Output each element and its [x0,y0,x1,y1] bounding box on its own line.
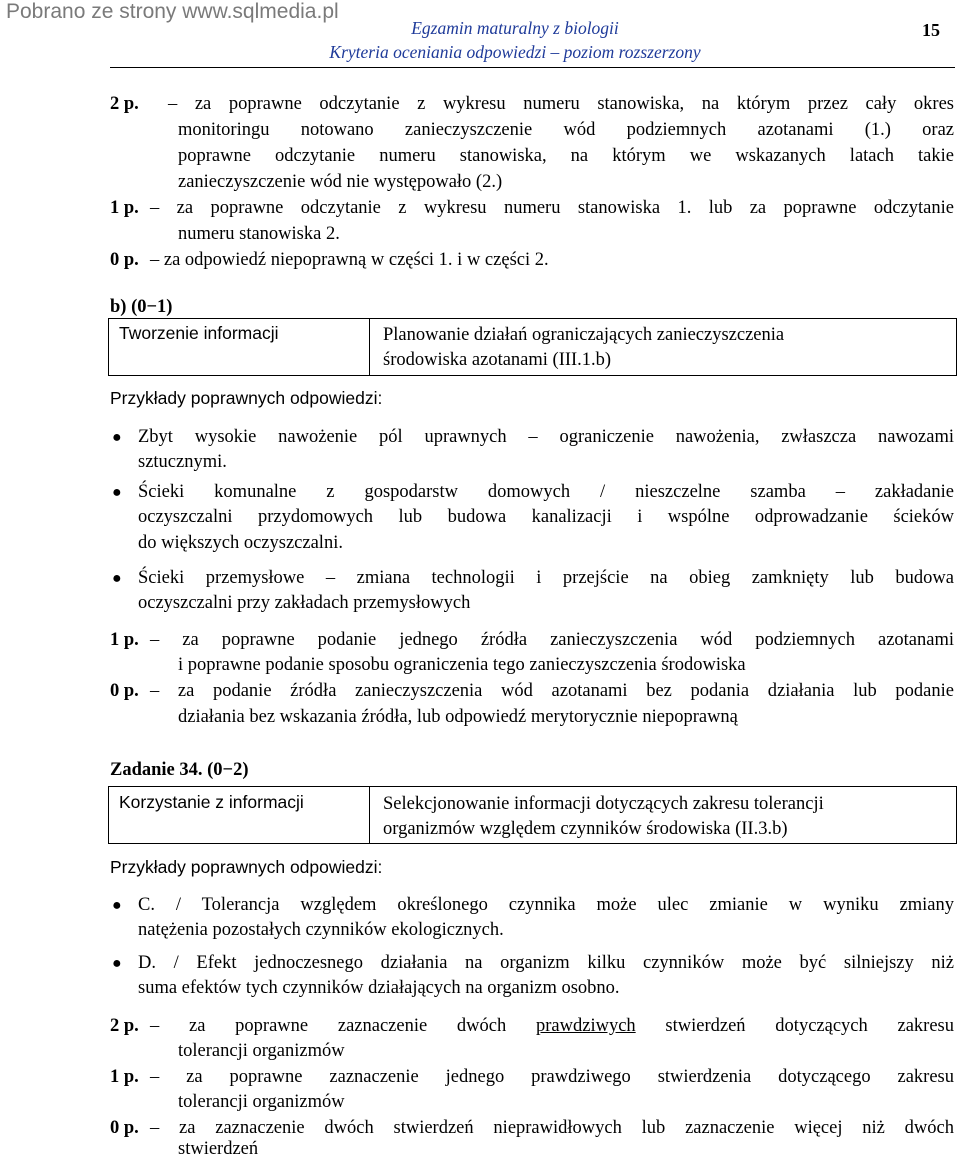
part-b-score-0p-line1: – za podanie źródła zanieczyszczenia wód azotanami bez podania działania lub podanie [150,681,954,701]
task-34-requirements-box [108,786,957,844]
part-b-score-1p-line2: i poprawne podanie sposobu ograniczenia tego zanieczyszczenia środowiska [178,655,746,675]
score-1p-label: 1 p. [110,198,139,218]
part-b-title: b) (0−1) [110,297,173,317]
example-3-line1: Ścieki przemysłowe – zmiana technologii i przejście na obieg zamknięty lub budowa [138,568,954,588]
task-34-example-1-line2: natężenia pozostałych czynników ekologicznych. [138,920,504,940]
task-34-score-1p-line2: tolerancji organizmów [178,1092,345,1112]
bullet-icon: ● [112,429,122,446]
part-b-score-1p-line1: – za poprawne podanie jednego źródła zanieczyszczenia wód podziemnych azotanami [150,630,954,650]
requirement-line2: organizmów względem czynników środowiska (II.3.b) [383,819,788,839]
header-rule [110,67,955,68]
task-34-score-2p-line1 [150,1013,954,1039]
task-34-score-1p-label: 1 p. [110,1067,139,1087]
task-34-example-1-line1: C. / Tolerancja względem określonego czynnika może ulec zmianie w wyniku zmiany [138,895,954,915]
part-b-requirements-box [108,318,957,376]
requirement-line1: Selekcjonowanie informacji dotyczących zakresu tolerancji [383,794,824,814]
score-0p-label: 0 p. [110,250,139,270]
score-2p-line4: zanieczyszczenie wód nie występowało (2.) [178,172,503,192]
requirement-line1: Planowanie działań ograniczających zanieczyszczenia [383,325,785,345]
score-1p-line1: – za poprawne odczytanie z wykresu numeru stanowiska 1. lub za poprawne odczytanie [150,198,954,218]
part-b-score-0p-line2: działania bez wskazania źródła, lub odpowiedź merytorycznie niepoprawną [178,707,738,727]
skill-category: Tworzenie informacji [119,323,279,343]
skill-category: Korzystanie z informacji [119,792,304,812]
task-34-example-2-line2: suma efektów tych czynników działających na organizm osobno. [138,978,620,998]
bullet-icon: ● [112,955,122,972]
part-b-score-0p-label: 0 p. [110,681,139,701]
score-2p-label: 2 p. [110,94,139,114]
score-2p-underlined-word: prawdziwych [536,1016,636,1036]
score-1p-line2: numeru stanowiska 2. [178,224,340,244]
box-divider [369,319,370,375]
task-34-score-0p-line2: stwierdzeń [178,1139,259,1159]
bullet-icon: ● [112,897,122,914]
task-34-score-2p-line2: tolerancji organizmów [178,1041,345,1061]
bullet-icon: ● [112,484,122,501]
header-subtitle: Kryteria oceniania odpowiedzi – poziom rozszerzony [329,42,701,62]
task-34-title: Zadanie 34. (0−2) [110,760,249,780]
score-2p-line1: – za poprawne odczytanie z wykresu numeru stanowiska, na którym przez cały okres [168,94,954,114]
watermark: Pobrano ze strony www.sqlmedia.pl [6,0,339,23]
part-b-score-1p-label: 1 p. [110,630,139,650]
header-exam-title: Egzamin maturalny z biologii [411,18,619,38]
bullet-icon: ● [112,570,122,587]
example-3-line2: oczyszczalni przy zakładach przemysłowych [138,593,471,613]
example-2-line3: do większych oczyszczalni. [138,533,343,553]
task-34-score-0p-label: 0 p. [110,1118,139,1138]
score-2p-line3: poprawne odczytanie numeru stanowiska, na którym we wskazanych latach takie [178,146,954,166]
task-34-score-1p-line1: – za poprawne zaznaczenie jednego prawdziwego stwierdzenia dotyczącego zakresu [150,1067,954,1087]
task-34-score-0p-line1: – za zaznaczenie dwóch stwierdzeń nieprawidłowych lub zaznaczenie więcej niż dwóch [150,1118,954,1138]
example-1-line1: Zbyt wysokie nawożenie pól uprawnych – ograniczenie nawożenia, zwłaszcza nawozami [138,427,954,447]
example-2-line1: Ścieki komunalne z gospodarstw domowych / nieszczelne szamba – zakładanie [138,482,954,502]
requirement-line2: środowiska azotanami (III.1.b) [383,350,612,370]
page-number: 15 [922,20,940,40]
example-2-line2: oczyszczalni przydomowych lub budowa kanalizacji i wspólne odprowadzanie ścieków [138,507,954,527]
task-34-score-2p-label: 2 p. [110,1016,139,1036]
score-2p-line2: monitoringu notowano zanieczyszczenie wód podziemnych azotanami (1.) oraz [178,120,954,140]
task-34-example-2-line1: D. / Efekt jednoczesnego działania na organizm kilku czynników może być silniejszy niż [138,953,954,973]
examples-label: Przykłady poprawnych odpowiedzi: [110,857,383,877]
examples-label: Przykłady poprawnych odpowiedzi: [110,388,383,408]
score-0p-text: – za odpowiedź niepoprawną w części 1. i w części 2. [150,250,549,270]
box-divider [369,787,370,843]
example-1-line2: sztucznymi. [138,452,227,472]
score-2p-text-a: – za poprawne zaznaczenie dwóch [150,1016,507,1036]
score-2p-text-b: stwierdzeń dotyczących zakresu [665,1016,954,1036]
